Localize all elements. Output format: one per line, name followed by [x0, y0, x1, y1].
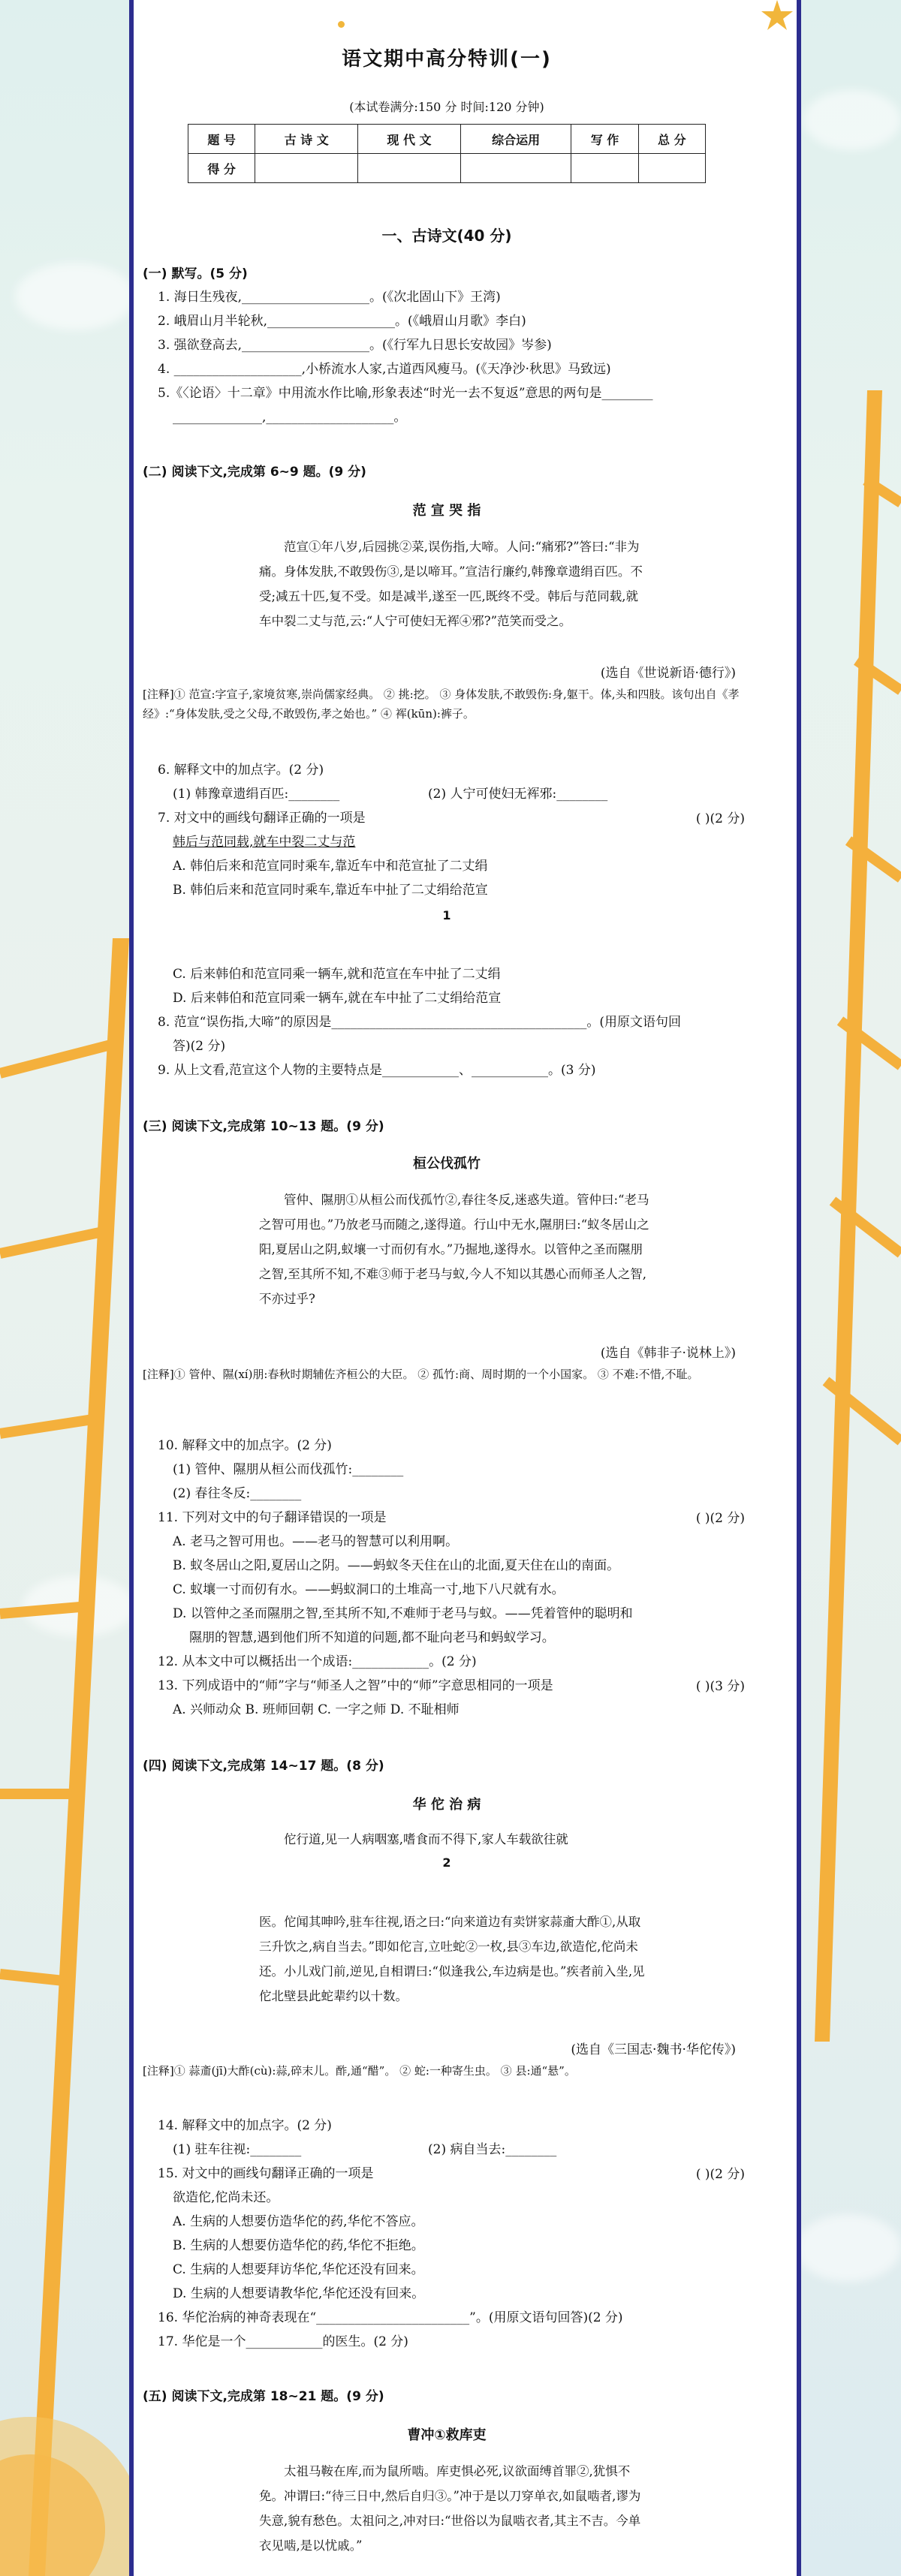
passage-note: [注释]① 蒜齑(jī)大酢(cù):蒜,碎末儿。酢,通“醋”。 ② 蛇:一种寄生虫。 ③ 县:通“悬”。	[143, 2064, 576, 2078]
page-number: 1	[442, 908, 451, 922]
passage-source: (选自《世说新语·德行》)	[600, 666, 736, 681]
option-d: D. 以管仲之圣而隰朋之智,至其所不知,不难师于老马与蚁。——凭着管仲的聪明和	[173, 1606, 633, 1621]
score-table	[188, 124, 706, 183]
passage-note: [注释]① 管仲、隰(xí)朋:春秋时期辅佐齐桓公的大臣。 ② 孤竹:商、周时期的一个小国家。 ③ 不难:不惜,不耻。	[143, 1368, 699, 1381]
background-ladder-right	[807, 390, 901, 2042]
option-a: A. 韩伯后来和范宣同时乘车,靠近车中和范宣扯了二丈绢	[173, 859, 488, 874]
question-line: 16. 华佗治病的神奇表现在“________________________”。(用原文语句回答)(2 分)	[158, 2310, 623, 2325]
question-line: 11. 下列对文中的句子翻译错误的一项是	[158, 1510, 387, 1525]
page-title: 语文期中高分特训(一)	[342, 48, 552, 71]
table-cell: 现 代 文	[358, 125, 461, 154]
section-title: 一、古诗文(40 分)	[381, 227, 512, 245]
question-line: 10. 解释文中的加点字。(2 分)	[158, 1438, 332, 1453]
background-cloud	[796, 2214, 901, 2282]
option-d-continued: 隰朋的智慧,遇到他们所不知道的问题,都不耻向老马和蚂蚁学习。	[189, 1630, 555, 1645]
dot-decoration	[338, 21, 345, 28]
question-line: 6. 解释文中的加点字。(2 分)	[158, 763, 324, 778]
question-line: 14. 解释文中的加点字。(2 分)	[158, 2118, 332, 2133]
score-input-cell[interactable]	[571, 154, 638, 183]
answer-bracket[interactable]: ( )(2 分)	[695, 1511, 745, 1526]
question-line: 4. ____________________,小桥流水人家,古道西风瘦马。(《天净沙·秋思》马致远)	[158, 362, 611, 377]
passage-text: 范宣①年八岁,后园挑②菜,误伤指,大啼。人问:“痛邪?”答曰:“非为痛。身体发肤,不敢毁伤③,是以啼耳。”宣洁行廉约,韩豫章遗绢百匹。不受;减五十匹,复不受。如是减半,遂至一匹,既终不受。韩后与范同载,就车中裂二丈与范,云:“人宁可使妇无裈④邪?”范笑而受之。	[259, 540, 643, 628]
table-cell: 古 诗 文	[255, 125, 358, 154]
passage-note: [注释]① 范宣:字宣子,家境贫寒,崇尚儒家经典。 ② 挑:挖。 ③ 身体发肤,不敢毁伤:身,躯干。体,头和四肢。该句出自《孝经》:“身体发肤,受之父母,不敢毁伤,孝之始也。” ④ 裈(kūn):裤子。	[143, 688, 740, 721]
score-table-score-row	[188, 154, 706, 183]
question-line: (2) 人宁可使妇无裈邪:________	[428, 787, 608, 802]
options-row: A. 兴师动众 B. 班师回朝 C. 一字之师 D. 不耻相师	[173, 1702, 460, 1717]
question-line: 17. 华佗是一个____________的医生。(2 分)	[158, 2334, 408, 2349]
passage-source: (选自《韩非子·说林上》)	[600, 1346, 736, 1361]
option-b: B. 生病的人想要仿造华佗的药,华佗不拒绝。	[173, 2238, 424, 2253]
question-line: 1. 海日生残夜,____________________。(《次北固山下》王湾)	[158, 290, 501, 305]
question-line: ______________,____________________。	[173, 410, 407, 425]
score-input-cell[interactable]	[255, 154, 358, 183]
star-decoration-icon	[743, 0, 803, 38]
table-cell: 题 号	[188, 125, 255, 154]
passage-text: 太祖马鞍在库,而为鼠所啮。库吏惧必死,议欲面缚首罪②,犹惧不免。冲谓曰:“待三日中,然后自归③。”冲于是以刀穿单衣,如鼠啮者,谬为失意,貌有愁色。太祖问之,冲对曰:“世俗以为鼠啮衣者,其主不吉。今单衣见啮,是以忧戚。”	[259, 2464, 641, 2553]
option-c: C. 生病的人想要拜访华佗,华佗还没有回来。	[173, 2262, 424, 2277]
passage-title: 华 佗 治 病	[412, 1797, 481, 1813]
part-title: (五) 阅读下文,完成第 18~21 题。(9 分)	[143, 2389, 384, 2404]
passage-source: (选自《三国志·魏书·华佗传》)	[571, 2042, 736, 2057]
question-line: (2) 春往冬反:________	[173, 1486, 302, 1501]
question-line: (1) 驻车往视:________	[173, 2142, 302, 2157]
option-d: D. 生病的人想要请教华佗,华佗还没有回来。	[173, 2286, 425, 2301]
passage-title: 范 宣 哭 指	[412, 503, 481, 519]
question-line: 8. 范宣“误伤指,大啼”的原因是________________________________________。(用原文语句回	[158, 1015, 682, 1030]
option-c: C. 蚁壤一寸而仞有水。——蚂蚁洞口的土堆高一寸,地下八尺就有水。	[173, 1582, 565, 1597]
part-title: (二) 阅读下文,完成第 6~9 题。(9 分)	[143, 465, 366, 480]
background-cloud	[15, 263, 135, 330]
passage-text: 佗行道,见一人病咽塞,嗜食而不得下,家人车载欲往就	[284, 1832, 568, 1846]
answer-bracket[interactable]: ( )(3 分)	[695, 1679, 745, 1694]
question-line: (1) 韩豫章遗绢百匹:________	[173, 787, 340, 802]
question-line: (2) 病自当去:________	[428, 2142, 557, 2157]
table-cell: 得 分	[188, 154, 255, 183]
score-input-cell[interactable]	[460, 154, 571, 183]
part-title: (一) 默写。(5 分)	[143, 266, 248, 281]
option-a: A. 老马之智可用也。——老马的智慧可以利用啊。	[173, 1534, 459, 1549]
passage-text: 管仲、隰朋①从桓公而伐孤竹②,春往冬反,迷惑失道。管仲曰:“老马之智可用也。”乃放老马而随之,遂得道。行山中无水,隰朋曰:“蚁冬居山之阳,夏居山之阴,蚁壤一寸而仞有水。”乃掘地,遂得水。以管仲之圣而隰朋之智,至其所不知,不难③师于老马与蚁,今人不知以其愚心而师圣人之智,不亦过乎?	[259, 1193, 649, 1306]
passage-text: 医。佗闻其呻吟,驻车往视,语之曰:“向来道边有卖饼家蒜齑大酢①,从取三升饮之,病自当去。”即如佗言,立吐蛇②一枚,县③车边,欲造佗,佗尚未还。小儿戏门前,逆见,自相谓曰:“似逢我公,车边病是也。”疾者前入坐,见佗北壁县此蛇辈约以十数。	[259, 1915, 645, 2003]
question-line: 15. 对文中的画线句翻译正确的一项是	[158, 2166, 374, 2181]
question-line: 7. 对文中的画线句翻译正确的一项是	[158, 811, 366, 826]
question-line: 答)(2 分)	[173, 1039, 226, 1054]
table-cell: 总 分	[638, 125, 705, 154]
part-title: (三) 阅读下文,完成第 10~13 题。(9 分)	[143, 1119, 384, 1134]
question-stem: 欲造佗,佗尚未还。	[173, 2190, 279, 2205]
question-line: 12. 从本文中可以概括出一个成语:____________。(2 分)	[158, 1654, 477, 1669]
question-stem: 韩后与范同载,就车中裂二丈与范	[173, 835, 356, 850]
passage-title: 桓公伐孤竹	[413, 1156, 481, 1172]
answer-bracket[interactable]: ( )(2 分)	[695, 2167, 745, 2182]
option-c: C. 后来韩伯和范宣同乘一辆车,就和范宣在车中扯了二丈绢	[173, 967, 501, 982]
answer-bracket[interactable]: ( )(2 分)	[695, 811, 745, 826]
passage-title: 曹冲①救库吏	[407, 2427, 487, 2443]
score-input-cell[interactable]	[638, 154, 705, 183]
score-input-cell[interactable]	[358, 154, 461, 183]
question-line: (1) 管仲、隰朋从桓公而伐孤竹:________	[173, 1462, 404, 1477]
page-number: 2	[442, 1855, 451, 1870]
option-a: A. 生病的人想要仿造华佗的药,华佗不答应。	[173, 2214, 424, 2229]
part-title: (四) 阅读下文,完成第 14~17 题。(8 分)	[143, 1759, 384, 1774]
question-line: 5.《〈论语〉十二章》中用流水作比喻,形象表述“时光一去不复返”意思的两句是________	[158, 386, 653, 401]
background-cloud	[803, 90, 901, 150]
table-cell: 写 作	[571, 125, 638, 154]
table-cell: 综合运用	[460, 125, 571, 154]
option-b: B. 蚁冬居山之阳,夏居山之阴。——蚂蚁冬天住在山的北面,夏天住在山的南面。	[173, 1558, 620, 1573]
question-line: 3. 强欲登高去,____________________。(《行军九日思长安故园》岑参)	[158, 338, 552, 353]
score-table-header-row	[188, 125, 706, 154]
question-line: 9. 从上文看,范宣这个人物的主要特点是____________、____________。(3 分)	[158, 1063, 596, 1078]
option-b: B. 韩伯后来和范宣同时乘车,靠近车中扯了二丈绢给范宣	[173, 883, 488, 898]
exam-info: (本试卷满分:150 分 时间:120 分钟)	[349, 100, 544, 114]
question-line: 2. 峨眉山月半轮秋,____________________。(《峨眉山月歌》李白)	[158, 314, 526, 329]
question-line: 13. 下列成语中的“师”字与“师圣人之智”中的“师”字意思相同的一项是	[158, 1678, 553, 1693]
option-d: D. 后来韩伯和范宣同乘一辆车,就在车中扯了二丈绢给范宣	[173, 991, 502, 1006]
